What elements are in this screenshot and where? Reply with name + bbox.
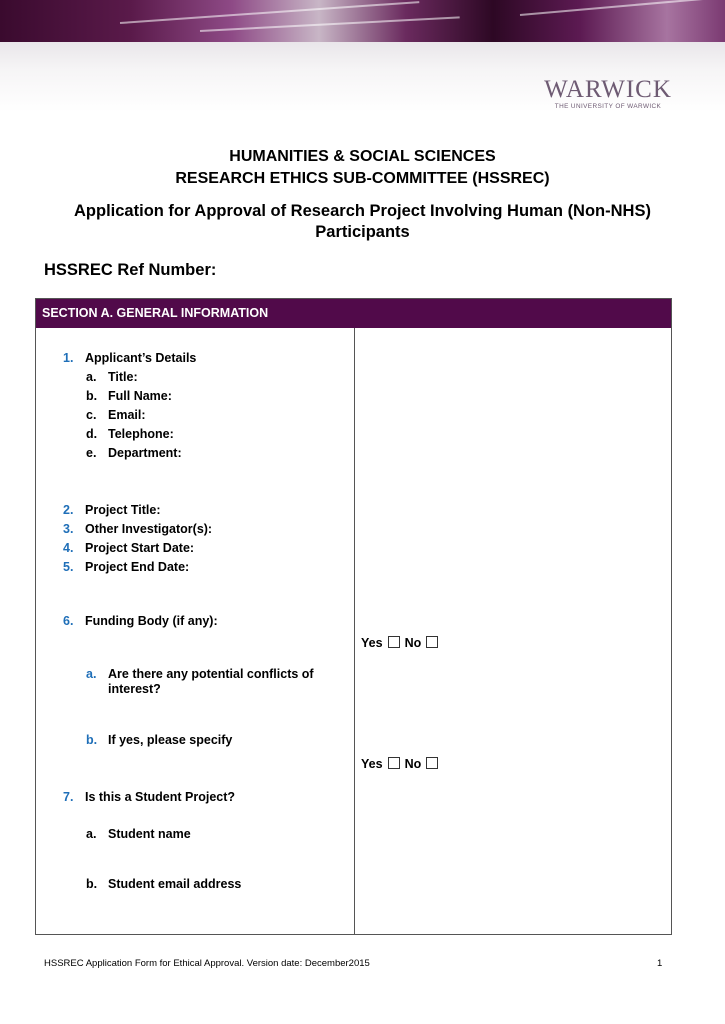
sub-label: Student email address [108, 877, 242, 891]
question-3 [63, 522, 212, 537]
sub-label: If yes, please specify [108, 733, 233, 747]
question-6 [63, 614, 218, 629]
yes-label: Yes [361, 636, 383, 650]
logo-name: WARWICK [544, 76, 672, 103]
banner-streak [200, 16, 460, 32]
yes-label: Yes [361, 757, 383, 771]
question-label: Project End Date: [85, 560, 190, 574]
question-number: 5. [63, 560, 74, 574]
section-a-header: SECTION A. GENERAL INFORMATION [36, 299, 671, 328]
no-checkbox[interactable] [426, 757, 438, 769]
no-label: No [404, 757, 422, 771]
question-1 [63, 351, 196, 366]
sub-question-1a [86, 370, 138, 385]
sub-question-7a [86, 827, 191, 842]
sub-label: Telephone: [108, 427, 174, 441]
question-number: 6. [63, 614, 74, 628]
sub-letter: a. [86, 667, 97, 681]
question-label: Other Investigator(s): [85, 522, 213, 536]
sub-letter: b. [86, 877, 98, 891]
question-label: Project Title: [85, 503, 161, 517]
yes-checkbox[interactable] [388, 757, 400, 769]
sub-letter: a. [86, 827, 97, 841]
sub-question-1c [86, 408, 146, 423]
question-7 [63, 790, 235, 805]
sub-letter: b. [86, 389, 98, 403]
sub-label: Email: [108, 408, 146, 422]
column-divider [354, 328, 355, 935]
sub-question-7b [86, 877, 241, 892]
sub-question-1e [86, 446, 182, 461]
sub-letter: b. [86, 733, 98, 747]
question-label: Applicant’s Details [85, 351, 197, 365]
student-project-yes-no [361, 757, 443, 772]
question-number: 3. [63, 522, 74, 536]
ref-number-label: HSSREC Ref Number: [44, 261, 217, 279]
sub-label: Student name [108, 827, 191, 841]
sub-letter: c. [86, 408, 97, 422]
sub-letter: a. [86, 370, 97, 384]
question-5 [63, 560, 189, 575]
banner-streak [520, 0, 719, 16]
footer-text: HSSREC Application Form for Ethical Approval. Version date: December2015 [44, 958, 370, 969]
question-number: 7. [63, 790, 74, 804]
form-title-line2: Participants [315, 223, 410, 241]
no-checkbox[interactable] [426, 636, 438, 648]
sub-question-6a [86, 667, 348, 697]
committee-heading-line1: HUMANITIES & SOCIAL SCIENCES [229, 148, 496, 165]
question-label: Funding Body (if any): [85, 614, 218, 628]
question-4 [63, 541, 194, 556]
header-banner [0, 0, 725, 42]
sub-label: Are there any potential conflicts of interest? [108, 667, 314, 696]
conflicts-yes-no [361, 636, 443, 651]
question-label: Is this a Student Project? [85, 790, 236, 804]
question-label: Project Start Date: [85, 541, 195, 555]
question-number: 4. [63, 541, 74, 555]
yes-checkbox[interactable] [388, 636, 400, 648]
sub-question-1d [86, 427, 174, 442]
page-number: 1 [657, 958, 663, 969]
question-2 [63, 503, 160, 518]
logo-tagline: THE UNIVERSITY OF WARWICK [554, 103, 662, 110]
warwick-logo [538, 78, 678, 110]
no-label: No [404, 636, 422, 650]
committee-heading-line2: RESEARCH ETHICS SUB-COMMITTEE (HSSREC) [175, 170, 550, 187]
sub-question-6b [86, 733, 232, 748]
form-title-line1: Application for Approval of Research Project Involving Human (Non-NHS) [74, 202, 651, 220]
sub-label: Department: [108, 446, 182, 460]
sub-label: Title: [108, 370, 138, 384]
sub-label: Full Name: [108, 389, 172, 403]
general-information-table [35, 298, 672, 935]
sub-letter: d. [86, 427, 98, 441]
sub-question-1b [86, 389, 172, 404]
question-number: 1. [63, 351, 74, 365]
question-number: 2. [63, 503, 74, 517]
sub-letter: e. [86, 446, 97, 460]
